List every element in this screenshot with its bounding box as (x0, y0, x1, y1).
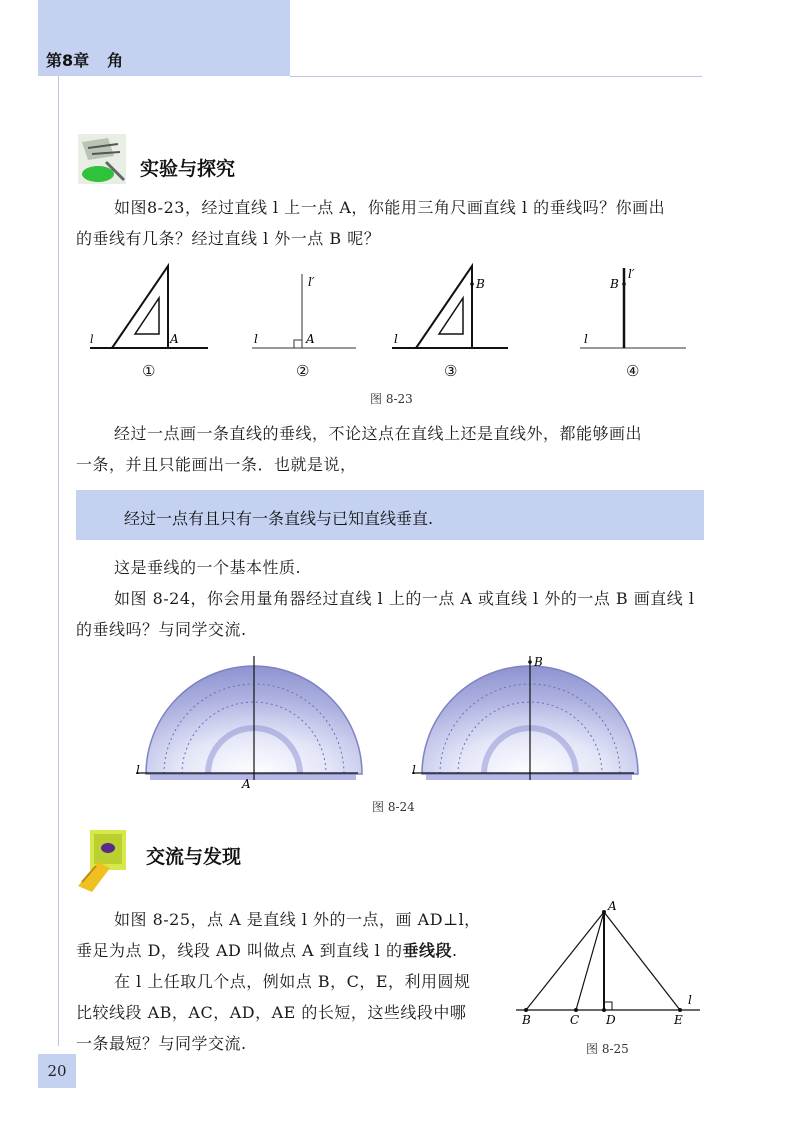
label-l: l (412, 763, 416, 777)
panel-number-3: ③ (444, 362, 458, 380)
label-B: B (522, 1013, 531, 1027)
label-A: A (242, 777, 251, 791)
margin-rule (58, 76, 59, 1046)
text-line (76, 935, 516, 966)
key-term: 垂线段 (402, 941, 453, 960)
page-number: 20 (47, 1062, 67, 1080)
figure-8-25 (514, 898, 704, 1058)
text-line: 一条最短？与同学交流. (76, 1034, 247, 1053)
figure-caption: 图 8-24 (372, 800, 415, 814)
label-l-prime: l′ (628, 267, 635, 281)
paragraph-explanation (76, 418, 704, 480)
chapter-number: 第8章 (46, 51, 90, 70)
text-line: 经过一点画一条直线的垂线，不论这点在直线上还是直线外，都能够画出 (114, 424, 643, 443)
panel-number-1: ① (142, 362, 156, 380)
panel-number-2: ② (296, 362, 310, 380)
section-title-discussion: 交流与发现 (146, 846, 242, 868)
text-line: 这是垂线的一个基本性质. (114, 558, 302, 577)
label-A: A (306, 332, 315, 346)
label-l: l (90, 333, 94, 346)
label-l: l (688, 993, 692, 1007)
text-span: 垂足为点 D，线段 AD 叫做点 A 到直线 l 的 (76, 941, 403, 960)
text-line: 如图 8-24，你会用量角器经过直线 l 上的一点 A 或直线 l 外的一点 B 画直线 l (114, 589, 695, 608)
text-line: 的垂线有几条？经过直线 l 外一点 B 呢？ (76, 229, 381, 248)
label-A: A (608, 899, 617, 913)
figure-caption: 图 8-23 (370, 392, 413, 406)
label-l: l (394, 332, 398, 346)
property-statement: 经过一点有且只有一条直线与已知直线垂直. (124, 509, 434, 528)
label-C: C (570, 1013, 580, 1027)
label-D: D (606, 1013, 616, 1027)
label-A: A (170, 332, 179, 346)
chapter-title: 角 (107, 51, 124, 70)
figure-8-23 (80, 262, 700, 412)
label-B: B (534, 655, 543, 669)
section-title-experiment: 实验与探究 (140, 158, 236, 180)
experiment-icon (78, 134, 126, 184)
text-span: . (452, 941, 458, 960)
protractor-left (136, 656, 362, 791)
text-line: 一条，并且只能画出一条．也就是说， (76, 455, 357, 474)
label-B: B (610, 277, 619, 291)
label-l-prime: l′ (308, 275, 315, 289)
paragraph-property (76, 552, 704, 645)
panel-number-4: ④ (626, 362, 640, 380)
figure-panel-3 (392, 266, 508, 348)
header-rule (290, 76, 702, 77)
label-B: B (476, 277, 485, 291)
figure-panel-2 (252, 274, 356, 348)
label-l: l (254, 332, 258, 346)
text-line: 如图8-23，经过直线 l 上一点 A，你能用三角尺画直线 l 的垂线吗？你画出 (114, 198, 666, 217)
chapter-header (46, 48, 141, 71)
text-line: 如图 8-25，点 A 是直线 l 外的一点，画 AD⊥l， (114, 910, 481, 929)
label-E: E (674, 1013, 683, 1027)
text-line: 的垂线吗？与同学交流. (76, 620, 247, 639)
protractor-right (412, 655, 638, 780)
figure-caption: 图 8-25 (586, 1042, 629, 1056)
label-l: l (136, 763, 140, 777)
paragraph-perpendicular-segment (76, 904, 516, 1059)
text-line: 在 l 上任取几个点，例如点 B，C，E，利用圆规 (114, 972, 471, 991)
discussion-icon (76, 828, 128, 894)
text-line: 比较线段 AB，AC，AD，AE 的长短，这些线段中哪 (76, 1003, 467, 1022)
label-l: l (584, 332, 588, 346)
paragraph-intro (76, 192, 704, 254)
figure-8-24 (130, 652, 650, 824)
figure-panel-1 (90, 266, 208, 348)
figure-panel-4 (580, 267, 686, 348)
